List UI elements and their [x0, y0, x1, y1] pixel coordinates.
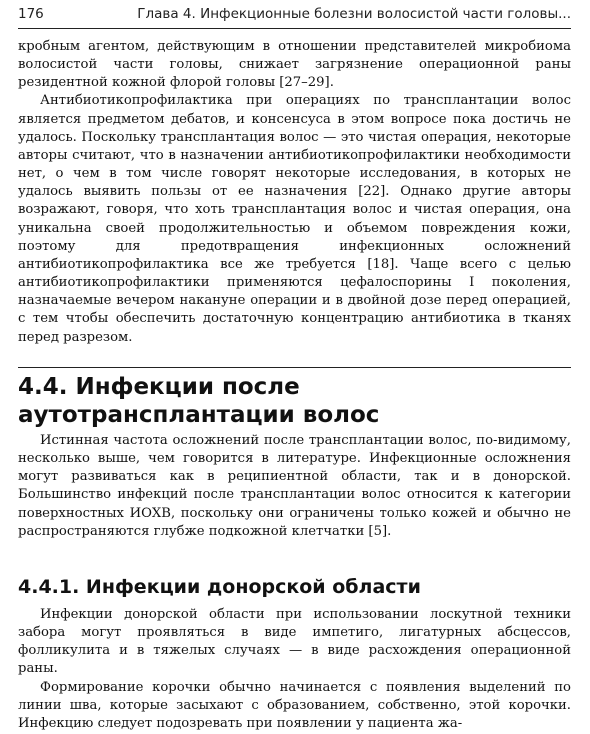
paragraph: Формирование корочки обычно начинается с появления выделений по линии шва, которые засыхают с образованием, собственно, этой корочки. Инфекцию следует подозревать при появлении у пациента жа- [18, 679, 571, 731]
section-divider [18, 367, 571, 368]
paragraph: Антибиотикопрофилактика при операциях по трансплантации волос является предметом дебатов, и консенсуса в этом вопросе пока достичь не удалось. Поскольку трансплантация волос — это чистая операция, некоторые авторы считают, что в назначении антибиотикопрофилактики необходимости нет, о чем в том числе говорят некоторые исследования, в которых не удалось выявить пользы от ее назначения [22]. Однако другие авторы возражают, говоря, что хоть трансплантация волос и чистая операция, она уникальна своей продолжительностью и объемом повреждения кожи, поэтому для предотвращения инфекционных осложнений антибиотикопрофилактика все же требуется [18]. Чаще всего с целью антибиотикопрофилактики применяются цефалоспорины I поколения, назначаемые вечером накануне операции и в двойной дозе перед операцией, с тем чтобы обеспечить достаточную концентрацию антибиотика в тканях перед разрезом. [18, 93, 571, 345]
subsection-heading: 4.4.1. Инфекции донорской области [18, 576, 421, 598]
subsection-body [18, 606, 571, 733]
paragraph: Инфекции донорской области при использовании лоскутной техники забора могут проявляться в виде импетиго, лигатурных абсцессов, фолликулита и в тяжелых случаях — в виде расхождения операционной раны. [18, 607, 571, 677]
running-header [18, 2, 571, 29]
paragraph: Истинная частота осложнений после трансплантации волос, по-видимому, несколько выше, чем говорится в литературе. Инфекционные осложнения могут развиваться как в реципиентной области, так и в донорской. Большинство инфекций после трансплантации волос относится к категории поверхностных ИОХВ, поскольку они ограничены только кожей и обычно не распространяются глубже подкожной клетчатки [5]. [18, 433, 571, 539]
page-number: 176 [18, 6, 44, 22]
section-continuation [18, 38, 571, 347]
section-heading: 4.4. Инфекции после аутотрансплантации волос [18, 374, 380, 428]
section-body [18, 432, 571, 541]
paragraph: кробным агентом, действующим в отношении представителей микробиома волосистой части головы, снижает загрязнение операционной раны резидентной кожной флорой головы [27–29]. [18, 39, 571, 91]
chapter-running-title: Глава 4. Инфекционные болезни волосистой части головы... [137, 6, 571, 22]
